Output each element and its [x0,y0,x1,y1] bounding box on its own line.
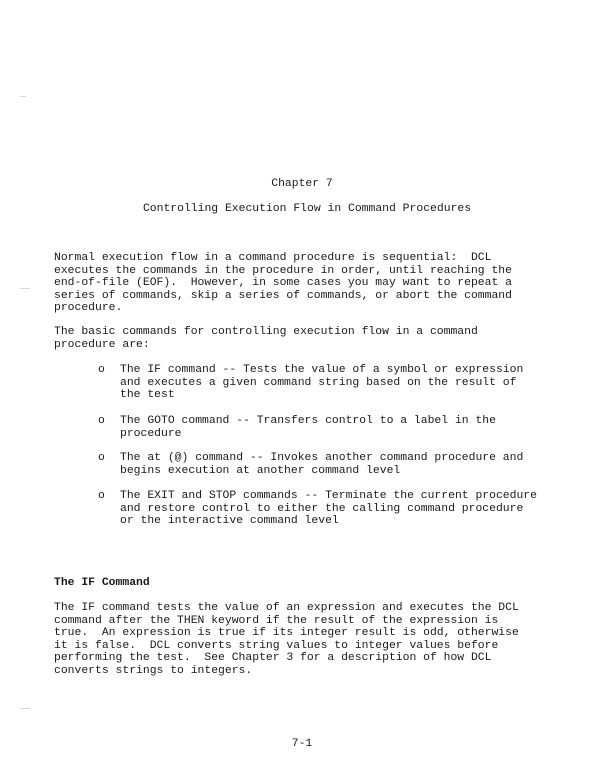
paragraph-line: procedure. [54,302,123,315]
paragraph-line: series of commands, skip a series of commands, or abort the command [54,289,512,302]
chapter-title: Controlling Execution Flow in Command Procedures [142,203,472,215]
paragraph-line: executes the commands in the procedure in order, until reaching the [54,264,512,277]
chapter-label: Chapter 7 [271,178,333,190]
bullet-line: The IF command -- Tests the value of a symbol or expression [120,364,524,376]
bullet-item-goto [120,415,496,440]
bullet-line: or the interactive command level [120,515,339,528]
bullet-line: The at (@) command -- Invokes another command procedure and [120,452,524,464]
scan-mark [20,96,26,97]
bullet-line: and executes a given command string based on the result of [120,376,517,389]
bullet-line: the test [120,389,175,402]
bullet-marker: o [98,490,105,502]
bullet-line: procedure [120,427,182,440]
page-number: 7-1 [291,738,313,750]
paragraph-line: end-of-file (EOF). However, in some cases you may want to repeat a [54,277,512,290]
section-heading: The IF Command [54,577,150,589]
paragraph-line: Normal execution flow in a command procedure is sequential: DCL [54,252,492,264]
bullet-item-exit-stop [120,490,537,528]
bullet-item-at [120,452,523,477]
bullet-line: and restore control to either the calling command procedure [120,502,524,515]
bullet-marker: o [98,364,105,376]
intro-paragraph [54,252,512,315]
paragraph-line: The basic commands for controlling execution flow in a command [54,326,478,338]
basic-commands-paragraph [54,326,478,351]
bullet-item-if [120,364,523,402]
paragraph-line: it is false. DCL converts string values to integer values before [54,639,499,652]
if-command-paragraph [54,602,519,678]
paragraph-line: performing the test. See Chapter 3 for a description of how DCL [54,652,492,665]
paragraph-line: true. An expression is true if its integer result is odd, otherwise [54,627,519,640]
paragraph-line: converts strings to integers. [54,664,253,677]
paragraph-line: The IF command tests the value of an expression and executes the DCL [54,602,519,614]
bullet-line: The EXIT and STOP commands -- Terminate the current procedure [120,490,537,502]
scan-mark [20,288,30,289]
paragraph-line: procedure are: [54,338,150,351]
paragraph-line: command after the THEN keyword if the result of the expression is [54,614,499,627]
scan-mark [20,708,30,709]
bullet-marker: o [98,452,105,464]
bullet-line: The GOTO command -- Transfers control to a label in the [120,415,496,427]
bullet-marker: o [98,415,105,427]
bullet-line: begins execution at another command level [120,464,401,477]
